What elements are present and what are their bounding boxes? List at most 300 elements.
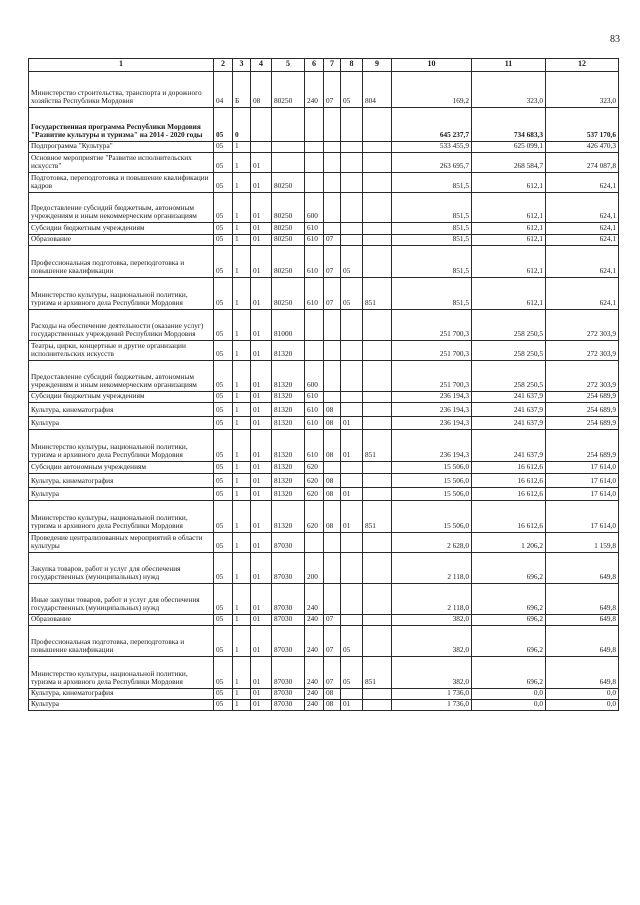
amount-cell: 254 689,9	[546, 430, 619, 462]
code-cell: 610	[305, 235, 324, 246]
code-cell	[324, 553, 341, 584]
row-label-cell: Профессиональная подготовка, переподготовка и повышение квалификации	[29, 626, 214, 657]
amount-cell: 16 612,6	[472, 488, 546, 501]
code-cell: 01	[251, 488, 272, 501]
amount-cell: 649,8	[546, 657, 619, 689]
code-cell: 05	[214, 501, 233, 533]
amount-cell: 696,2	[472, 553, 546, 584]
amount-cell: 851,5	[392, 235, 472, 246]
code-cell: 1	[233, 700, 251, 711]
table-row	[29, 553, 619, 584]
code-cell	[341, 223, 363, 235]
code-cell	[251, 142, 272, 153]
table-row	[29, 689, 619, 700]
code-cell	[341, 173, 363, 193]
code-cell: 81320	[272, 361, 305, 392]
code-cell: 05	[214, 193, 233, 223]
amount-cell: 1 159,8	[546, 533, 619, 553]
amount-cell: 251 700,3	[392, 361, 472, 392]
code-cell: 1	[233, 173, 251, 193]
amount-cell: 382,0	[392, 657, 472, 689]
code-cell: 1	[233, 501, 251, 533]
code-cell: 610	[305, 223, 324, 235]
table-row	[29, 235, 619, 246]
amount-cell: 236 194,3	[392, 430, 472, 462]
code-cell: 240	[305, 615, 324, 626]
code-cell	[363, 193, 392, 223]
row-label-cell: Субсидии автономным учреждениям	[29, 462, 214, 474]
amount-cell: 169,2	[392, 72, 472, 108]
code-cell: 01	[251, 700, 272, 711]
table-row	[29, 700, 619, 711]
code-cell: 07	[324, 615, 341, 626]
row-label-cell: Образование	[29, 615, 214, 626]
code-cell	[305, 310, 324, 341]
amount-cell: 851,5	[392, 173, 472, 193]
code-cell: 05	[214, 392, 233, 403]
code-cell: 81320	[272, 488, 305, 501]
code-cell: 1	[233, 310, 251, 341]
table-row	[29, 615, 619, 626]
amount-cell: 851,5	[392, 246, 472, 278]
amount-cell: 851,5	[392, 278, 472, 310]
code-cell: 81320	[272, 403, 305, 417]
amount-cell: 272 303,9	[546, 361, 619, 392]
code-cell: 01	[251, 430, 272, 462]
code-cell	[341, 341, 363, 361]
table-row	[29, 142, 619, 153]
code-cell: 80250	[272, 72, 305, 108]
table-row	[29, 278, 619, 310]
code-cell: 05	[214, 361, 233, 392]
amount-cell: 696,2	[472, 657, 546, 689]
code-cell	[341, 584, 363, 615]
table-row	[29, 223, 619, 235]
table-row	[29, 310, 619, 341]
code-cell: 01	[251, 223, 272, 235]
column-header: 8	[341, 59, 363, 72]
amount-cell: 696,2	[472, 584, 546, 615]
code-cell	[341, 108, 363, 142]
table-row	[29, 584, 619, 615]
code-cell: 610	[305, 392, 324, 403]
code-cell: 1	[233, 689, 251, 700]
code-cell: 1	[233, 430, 251, 462]
code-cell: 1	[233, 223, 251, 235]
row-label-cell: Закупка товаров, работ и услуг для обеспечения государственных (муниципальных) нужд	[29, 553, 214, 584]
code-cell: 05	[214, 246, 233, 278]
code-cell	[363, 615, 392, 626]
code-cell	[341, 553, 363, 584]
row-label-cell: Подготовка, переподготовка и повышение квалификации кадров	[29, 173, 214, 193]
code-cell: 01	[251, 235, 272, 246]
code-cell: 01	[251, 533, 272, 553]
code-cell: 05	[341, 626, 363, 657]
code-cell: 81320	[272, 501, 305, 533]
code-cell: 05	[214, 615, 233, 626]
code-cell: 05	[214, 235, 233, 246]
code-cell: 851	[363, 501, 392, 533]
amount-cell: 649,8	[546, 615, 619, 626]
code-cell	[363, 392, 392, 403]
table-row	[29, 657, 619, 689]
column-header: 3	[233, 59, 251, 72]
code-cell: 1	[233, 392, 251, 403]
code-cell: 200	[305, 553, 324, 584]
code-cell	[363, 173, 392, 193]
code-cell	[363, 223, 392, 235]
code-cell: 01	[341, 700, 363, 711]
code-cell: 01	[251, 501, 272, 533]
code-cell: 05	[214, 626, 233, 657]
code-cell: 01	[341, 417, 363, 430]
amount-cell: 612,1	[472, 278, 546, 310]
code-cell: 01	[251, 173, 272, 193]
code-cell: 87030	[272, 615, 305, 626]
amount-cell: 612,1	[472, 235, 546, 246]
amount-cell: 851,5	[392, 193, 472, 223]
code-cell: 08	[324, 403, 341, 417]
amount-cell: 258 250,5	[472, 341, 546, 361]
code-cell	[341, 474, 363, 488]
code-cell	[305, 341, 324, 361]
amount-cell: 323,0	[472, 72, 546, 108]
row-label-cell: Профессиональная подготовка, переподготовка и повышение квалификации	[29, 246, 214, 278]
table-row	[29, 108, 619, 142]
code-cell	[324, 153, 341, 173]
row-label-cell: Предоставление субсидий бюджетным, автономным учреждениям и иным некоммерческим организациям	[29, 361, 214, 392]
table-row	[29, 462, 619, 474]
code-cell: 07	[324, 626, 341, 657]
code-cell: 05	[214, 488, 233, 501]
code-cell	[324, 462, 341, 474]
amount-cell: 426 470,3	[546, 142, 619, 153]
code-cell: 1	[233, 341, 251, 361]
amount-cell: 612,1	[472, 223, 546, 235]
amount-cell: 263 695,7	[392, 153, 472, 173]
amount-cell: 649,8	[546, 584, 619, 615]
code-cell: 01	[251, 689, 272, 700]
code-cell: 81320	[272, 341, 305, 361]
code-cell: 05	[341, 72, 363, 108]
code-cell	[272, 108, 305, 142]
code-cell	[363, 462, 392, 474]
code-cell: 80250	[272, 278, 305, 310]
code-cell: 08	[324, 501, 341, 533]
code-cell: 05	[214, 553, 233, 584]
code-cell: 05	[214, 142, 233, 153]
amount-cell: 241 637,9	[472, 392, 546, 403]
row-label-cell: Предоставление субсидий бюджетным, автономным учреждениям и иным некоммерческим организациям	[29, 193, 214, 223]
column-header: 5	[272, 59, 305, 72]
row-label-cell: Министерство строительства, транспорта и дорожного хозяйства Республики Мордовия	[29, 72, 214, 108]
code-cell: 87030	[272, 700, 305, 711]
table-row	[29, 246, 619, 278]
table-row	[29, 626, 619, 657]
code-cell: 08	[324, 430, 341, 462]
code-cell	[363, 700, 392, 711]
code-cell: 01	[251, 403, 272, 417]
amount-cell: 16 612,6	[472, 501, 546, 533]
code-cell	[341, 310, 363, 341]
amount-cell: 382,0	[392, 626, 472, 657]
code-cell	[324, 310, 341, 341]
row-label-cell: Министерство культуры, национальной политики, туризма и архивного дела Республики Мордовия	[29, 657, 214, 689]
amount-cell: 382,0	[392, 615, 472, 626]
amount-cell: 241 637,9	[472, 403, 546, 417]
amount-cell: 236 194,3	[392, 403, 472, 417]
code-cell: 01	[341, 488, 363, 501]
row-label-cell: Государственная программа Республики Мордовия "Развитие культуры и туризма" на 2014 - 2020 годы	[29, 108, 214, 142]
code-cell: 1	[233, 142, 251, 153]
column-header: 2	[214, 59, 233, 72]
amount-cell: 612,1	[472, 246, 546, 278]
amount-cell: 2 118,0	[392, 584, 472, 615]
code-cell: 05	[214, 310, 233, 341]
amount-cell: 254 689,9	[546, 392, 619, 403]
code-cell	[363, 361, 392, 392]
code-cell	[363, 246, 392, 278]
code-cell: 81320	[272, 462, 305, 474]
code-cell: 05	[214, 700, 233, 711]
code-cell: 1	[233, 153, 251, 173]
amount-cell: 268 584,7	[472, 153, 546, 173]
code-cell: 81320	[272, 474, 305, 488]
row-label-cell: Культура, кинематография	[29, 474, 214, 488]
code-cell	[363, 533, 392, 553]
code-cell: 87030	[272, 553, 305, 584]
amount-cell: 649,8	[546, 626, 619, 657]
amount-cell: 15 506,0	[392, 474, 472, 488]
code-cell: 610	[305, 403, 324, 417]
code-cell	[272, 153, 305, 173]
code-cell: 1	[233, 584, 251, 615]
code-cell: 80250	[272, 235, 305, 246]
code-cell	[341, 193, 363, 223]
amount-cell: 624,1	[546, 235, 619, 246]
row-label-cell: Иные закупки товаров, работ и услуг для обеспечения государственных (муниципальных) нужд	[29, 584, 214, 615]
code-cell	[363, 417, 392, 430]
table-row	[29, 488, 619, 501]
code-cell: 240	[305, 700, 324, 711]
code-cell: 610	[305, 430, 324, 462]
code-cell	[341, 462, 363, 474]
code-cell: 07	[324, 235, 341, 246]
amount-cell: 734 683,3	[472, 108, 546, 142]
code-cell: 05	[214, 403, 233, 417]
amount-cell: 696,2	[472, 615, 546, 626]
code-cell: 01	[341, 430, 363, 462]
code-cell: 1	[233, 246, 251, 278]
row-label-cell: Министерство культуры, национальной политики, туризма и архивного дела Республики Мордовия	[29, 501, 214, 533]
code-cell: 01	[251, 626, 272, 657]
code-cell: 240	[305, 626, 324, 657]
code-cell: 05	[214, 223, 233, 235]
amount-cell: 1 206,2	[472, 533, 546, 553]
code-cell	[324, 533, 341, 553]
column-header: 4	[251, 59, 272, 72]
code-cell	[324, 361, 341, 392]
row-label-cell: Культура	[29, 488, 214, 501]
amount-cell: 0,0	[472, 689, 546, 700]
column-header: 6	[305, 59, 324, 72]
amount-cell: 254 689,9	[546, 403, 619, 417]
code-cell: 05	[214, 657, 233, 689]
code-cell: 04	[214, 72, 233, 108]
code-cell: 05	[214, 430, 233, 462]
code-cell	[324, 108, 341, 142]
code-cell: 01	[251, 361, 272, 392]
amount-cell: 1 736,0	[392, 700, 472, 711]
amount-cell: 624,1	[546, 173, 619, 193]
code-cell: 1	[233, 278, 251, 310]
code-cell: 01	[251, 193, 272, 223]
code-cell	[324, 193, 341, 223]
code-cell	[324, 223, 341, 235]
amount-cell: 17 614,0	[546, 488, 619, 501]
code-cell: 87030	[272, 689, 305, 700]
code-cell: 08	[324, 474, 341, 488]
code-cell: 1	[233, 235, 251, 246]
table-row	[29, 533, 619, 553]
code-cell: 1	[233, 626, 251, 657]
row-label-cell: Министерство культуры, национальной политики, туризма и архивного дела Республики Мордовия	[29, 430, 214, 462]
code-cell	[341, 392, 363, 403]
code-cell: 240	[305, 689, 324, 700]
amount-cell: 241 637,9	[472, 417, 546, 430]
code-cell: 1	[233, 533, 251, 553]
code-cell: 1	[233, 403, 251, 417]
row-label-cell: Субсидии бюджетным учреждениям	[29, 223, 214, 235]
row-label-cell: Театры, цирки, концертные и другие организации исполнительских искусств	[29, 341, 214, 361]
code-cell: 804	[363, 72, 392, 108]
code-cell: 620	[305, 488, 324, 501]
code-cell: 240	[305, 584, 324, 615]
code-cell: 07	[324, 657, 341, 689]
amount-cell: 612,1	[472, 193, 546, 223]
column-header: 7	[324, 59, 341, 72]
amount-cell: 258 250,5	[472, 361, 546, 392]
code-cell	[363, 553, 392, 584]
code-cell: 1	[233, 553, 251, 584]
code-cell: 08	[324, 689, 341, 700]
code-cell	[363, 153, 392, 173]
code-cell: 01	[251, 341, 272, 361]
amount-cell: 533 455,9	[392, 142, 472, 153]
table-row	[29, 501, 619, 533]
code-cell: 81000	[272, 310, 305, 341]
table-row	[29, 474, 619, 488]
amount-cell: 272 303,9	[546, 341, 619, 361]
code-cell	[341, 142, 363, 153]
table-row	[29, 173, 619, 193]
code-cell: 610	[305, 278, 324, 310]
code-cell: 01	[251, 392, 272, 403]
code-cell: 1	[233, 474, 251, 488]
code-cell: 05	[214, 462, 233, 474]
code-cell: 07	[324, 72, 341, 108]
amount-cell: 254 689,9	[546, 417, 619, 430]
amount-cell: 236 194,3	[392, 417, 472, 430]
code-cell: 80250	[272, 223, 305, 235]
code-cell: 05	[214, 584, 233, 615]
code-cell: Б	[233, 72, 251, 108]
code-cell	[363, 626, 392, 657]
amount-cell: 0,0	[546, 689, 619, 700]
row-label-cell: Образование	[29, 235, 214, 246]
amount-cell: 1 736,0	[392, 689, 472, 700]
code-cell: 05	[214, 153, 233, 173]
code-cell	[363, 689, 392, 700]
amount-cell: 251 700,3	[392, 310, 472, 341]
code-cell: 81320	[272, 392, 305, 403]
code-cell: 01	[251, 310, 272, 341]
amount-cell: 274 087,8	[546, 153, 619, 173]
code-cell: 87030	[272, 657, 305, 689]
code-cell: 620	[305, 462, 324, 474]
amount-cell: 624,1	[546, 193, 619, 223]
code-cell	[363, 403, 392, 417]
amount-cell: 15 506,0	[392, 462, 472, 474]
code-cell: 08	[324, 417, 341, 430]
amount-cell: 15 506,0	[392, 488, 472, 501]
code-cell: 05	[214, 341, 233, 361]
table-row	[29, 341, 619, 361]
code-cell: 81320	[272, 417, 305, 430]
code-cell	[341, 153, 363, 173]
code-cell: 05	[214, 108, 233, 142]
code-cell: 07	[324, 278, 341, 310]
code-cell: 01	[251, 153, 272, 173]
budget-table	[28, 58, 619, 711]
amount-cell: 241 637,9	[472, 430, 546, 462]
code-cell: 05	[214, 173, 233, 193]
amount-cell: 0,0	[546, 700, 619, 711]
code-cell: 05	[214, 278, 233, 310]
code-cell: 1	[233, 193, 251, 223]
table-row	[29, 417, 619, 430]
code-cell: 01	[341, 501, 363, 533]
amount-cell: 17 614,0	[546, 501, 619, 533]
row-label-cell: Подпрограмма "Культура"	[29, 142, 214, 153]
code-cell: 240	[305, 72, 324, 108]
table-row	[29, 403, 619, 417]
code-cell: 1	[233, 657, 251, 689]
amount-cell: 851,5	[392, 223, 472, 235]
amount-cell: 15 506,0	[392, 501, 472, 533]
table-row	[29, 361, 619, 392]
table-row	[29, 193, 619, 223]
code-cell: 1	[233, 488, 251, 501]
code-cell	[363, 488, 392, 501]
amount-cell: 17 614,0	[546, 462, 619, 474]
code-cell: 80250	[272, 246, 305, 278]
code-cell: 1	[233, 361, 251, 392]
code-cell: 851	[363, 657, 392, 689]
code-cell: 05	[341, 278, 363, 310]
column-header: 1	[29, 59, 214, 72]
amount-cell: 16 612,6	[472, 474, 546, 488]
code-cell	[324, 392, 341, 403]
code-cell	[324, 173, 341, 193]
code-cell: 01	[251, 417, 272, 430]
amount-cell: 645 237,7	[392, 108, 472, 142]
code-cell	[324, 142, 341, 153]
table-header-row	[29, 59, 619, 72]
amount-cell: 17 614,0	[546, 474, 619, 488]
code-cell: 08	[324, 488, 341, 501]
code-cell	[251, 108, 272, 142]
